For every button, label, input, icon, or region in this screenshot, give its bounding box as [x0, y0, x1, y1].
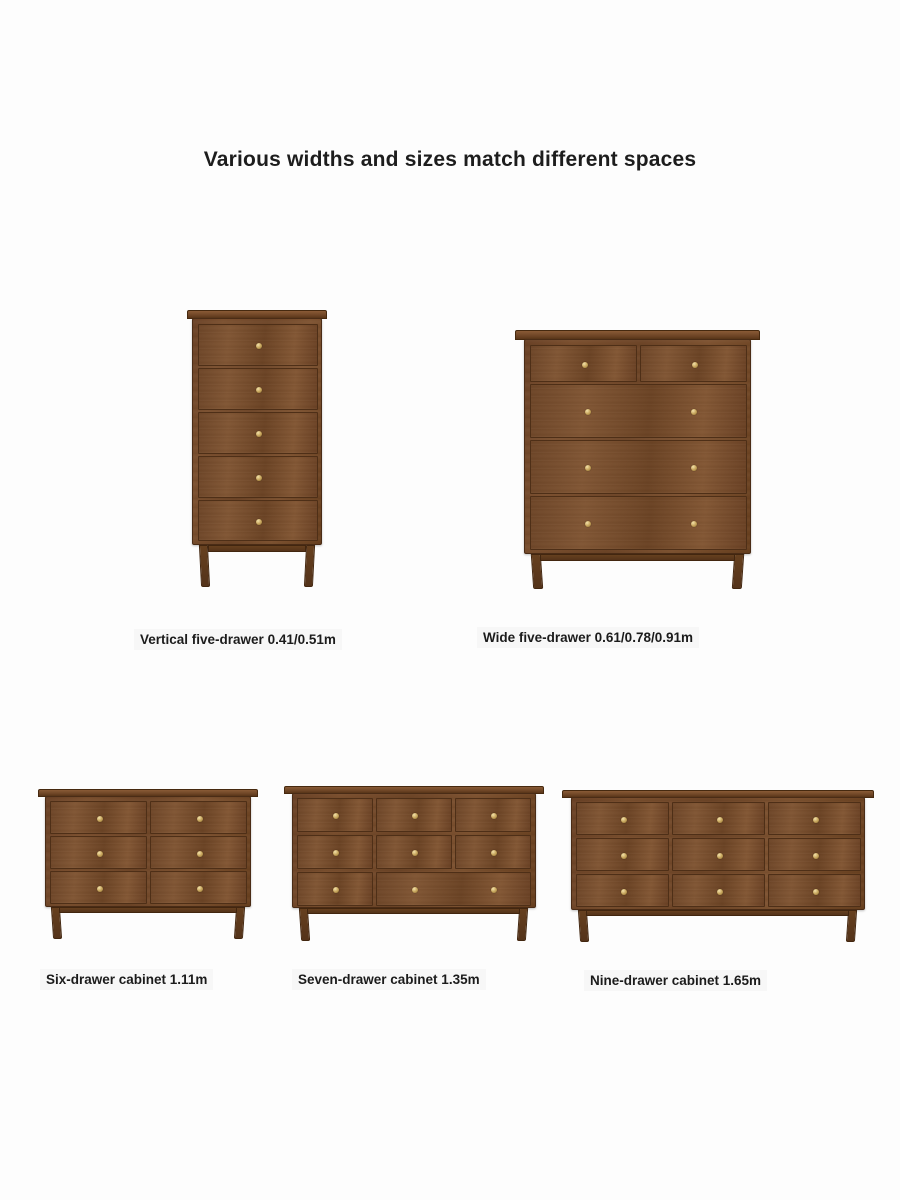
drawer-knob-icon[interactable] — [197, 851, 203, 857]
drawer-knob-icon[interactable] — [582, 362, 588, 368]
drawer[interactable] — [768, 874, 861, 907]
drawer-knob-icon[interactable] — [256, 431, 262, 437]
drawer[interactable] — [50, 801, 147, 834]
product-wide-five-drawer — [520, 330, 755, 585]
product-six-drawer-cabinet — [42, 789, 254, 949]
cabinet-body — [192, 318, 322, 545]
drawer[interactable] — [297, 798, 373, 832]
drawer[interactable] — [455, 835, 531, 869]
drawer-knob-icon[interactable] — [585, 465, 591, 471]
drawer-knob-icon[interactable] — [197, 816, 203, 822]
drawer-knob-icon[interactable] — [717, 817, 723, 823]
product-nine-drawer-cabinet — [568, 790, 868, 950]
drawer-knob-icon[interactable] — [691, 409, 697, 415]
drawer[interactable] — [150, 871, 247, 904]
drawer-knob-icon[interactable] — [585, 521, 591, 527]
drawer[interactable] — [376, 798, 452, 832]
drawer-knob-icon[interactable] — [97, 816, 103, 822]
drawer-knob-icon[interactable] — [412, 887, 418, 893]
drawer[interactable] — [198, 412, 318, 454]
drawer-knob-icon[interactable] — [256, 475, 262, 481]
drawer-knob-icon[interactable] — [691, 521, 697, 527]
drawer[interactable] — [376, 835, 452, 869]
drawer[interactable] — [576, 802, 669, 835]
drawer-knob-icon[interactable] — [491, 887, 497, 893]
drawer[interactable] — [576, 874, 669, 907]
caption-wide-five-drawer: Wide five-drawer 0.61/0.78/0.91m — [477, 627, 699, 648]
cabinet-stretcher — [208, 545, 306, 552]
drawer-knob-icon[interactable] — [717, 853, 723, 859]
cabinet-body — [571, 797, 865, 910]
drawer-knob-icon[interactable] — [412, 813, 418, 819]
drawer[interactable] — [640, 345, 747, 382]
drawer[interactable] — [530, 440, 747, 494]
drawer[interactable] — [530, 496, 747, 550]
drawer-knob-icon[interactable] — [691, 465, 697, 471]
drawer[interactable] — [455, 798, 531, 832]
drawer[interactable] — [768, 802, 861, 835]
drawer[interactable] — [768, 838, 861, 871]
cabinet-stretcher — [307, 908, 520, 914]
drawer[interactable] — [198, 456, 318, 498]
drawer-knob-icon[interactable] — [585, 409, 591, 415]
cabinet-stretcher — [586, 910, 849, 916]
drawer[interactable] — [530, 384, 747, 438]
cabinet-body — [292, 793, 536, 908]
drawer-knob-icon[interactable] — [813, 889, 819, 895]
caption-vertical-five-drawer: Vertical five-drawer 0.41/0.51m — [134, 629, 342, 650]
caption-six-drawer-cabinet: Six-drawer cabinet 1.11m — [40, 969, 213, 990]
drawer[interactable] — [297, 872, 373, 906]
product-vertical-five-drawer — [190, 310, 324, 585]
drawer[interactable] — [198, 324, 318, 366]
drawer-knob-icon[interactable] — [491, 813, 497, 819]
drawer[interactable] — [198, 500, 318, 541]
drawer[interactable] — [672, 838, 765, 871]
drawer[interactable] — [198, 368, 318, 410]
drawer-knob-icon[interactable] — [717, 889, 723, 895]
drawer-knob-icon[interactable] — [97, 886, 103, 892]
drawer-knob-icon[interactable] — [333, 813, 339, 819]
caption-nine-drawer-cabinet: Nine-drawer cabinet 1.65m — [584, 970, 767, 991]
drawer[interactable] — [150, 801, 247, 834]
drawer[interactable] — [672, 874, 765, 907]
drawer-knob-icon[interactable] — [813, 853, 819, 859]
drawer-knob-icon[interactable] — [197, 886, 203, 892]
drawer[interactable] — [150, 836, 247, 869]
drawer[interactable] — [50, 871, 147, 904]
drawer[interactable] — [576, 838, 669, 871]
cabinet-stretcher — [59, 907, 237, 913]
page-title: Various widths and sizes match different spaces — [203, 148, 697, 171]
drawer-knob-icon[interactable] — [333, 850, 339, 856]
drawer-knob-icon[interactable] — [621, 853, 627, 859]
drawer-knob-icon[interactable] — [256, 519, 262, 525]
cabinet-body — [524, 339, 751, 554]
drawer-knob-icon[interactable] — [256, 387, 262, 393]
drawer[interactable] — [530, 345, 637, 382]
cabinet-stretcher — [540, 554, 735, 561]
drawer[interactable] — [376, 872, 531, 906]
drawer-knob-icon[interactable] — [256, 343, 262, 349]
drawer-knob-icon[interactable] — [333, 887, 339, 893]
drawer-knob-icon[interactable] — [813, 817, 819, 823]
drawer-knob-icon[interactable] — [621, 817, 627, 823]
drawer-knob-icon[interactable] — [491, 850, 497, 856]
drawer[interactable] — [50, 836, 147, 869]
drawer-knob-icon[interactable] — [97, 851, 103, 857]
drawer-knob-icon[interactable] — [692, 362, 698, 368]
drawer[interactable] — [672, 802, 765, 835]
product-seven-drawer-cabinet — [289, 786, 539, 951]
drawer[interactable] — [297, 835, 373, 869]
cabinet-body — [45, 796, 251, 907]
drawer-knob-icon[interactable] — [412, 850, 418, 856]
caption-seven-drawer-cabinet: Seven-drawer cabinet 1.35m — [292, 969, 486, 990]
drawer-knob-icon[interactable] — [621, 889, 627, 895]
